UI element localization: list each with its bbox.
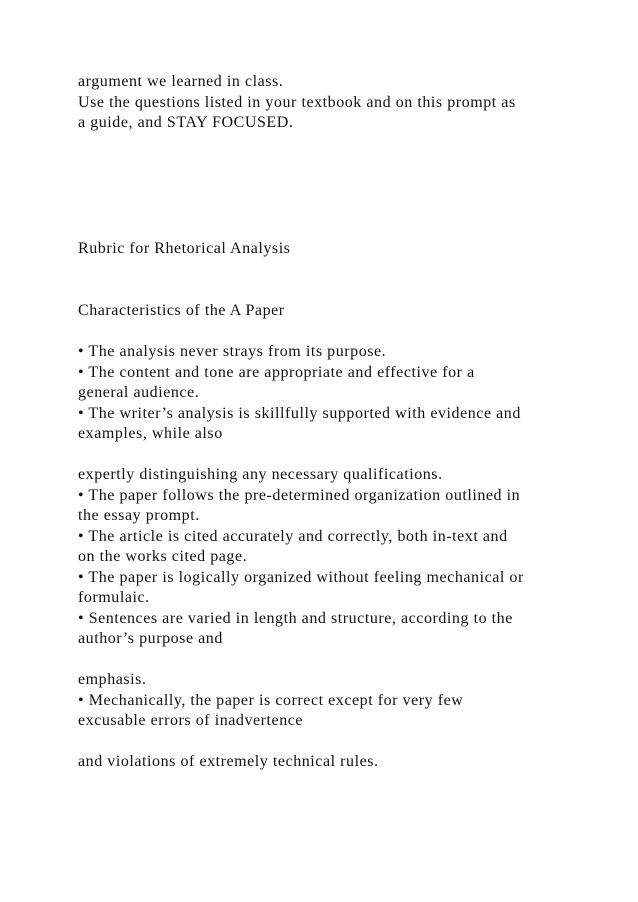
rubric-block-2: [78, 465, 598, 650]
rubric-line: emphasis.: [78, 671, 147, 688]
rubric-line: • The analysis never strays from its purpose.: [78, 343, 387, 360]
rubric-line: • The article is cited accurately and correctly, both in-text and: [78, 527, 508, 545]
rubric-line: the essay prompt.: [78, 507, 200, 524]
rubric-line: on the works cited page.: [78, 548, 248, 565]
rubric-line: general audience.: [78, 384, 200, 401]
rubric-line: expertly distinguishing any necessary qualifications.: [78, 466, 443, 483]
rubric-line: • Sentences are varied in length and structure, according to the: [78, 609, 513, 627]
rubric-line: and violations of extremely technical rules.: [78, 753, 379, 770]
intro-line: Use the questions listed in your textbook and on this prompt as: [78, 93, 516, 111]
rubric-line: • The paper follows the pre-determined organization outlined in: [78, 486, 521, 504]
rubric-title: Rubric for Rhetorical Analysis: [78, 240, 291, 257]
rubric-block-4: [78, 752, 598, 773]
rubric-line: author’s purpose and: [78, 630, 223, 647]
rubric-line: excusable errors of inadvertence: [78, 712, 304, 729]
rubric-line: • Mechanically, the paper is correct except for very few: [78, 691, 464, 709]
rubric-line: examples, while also: [78, 425, 223, 442]
rubric-line: • The content and tone are appropriate and effective for a: [78, 363, 475, 381]
rubric-line: • The writer’s analysis is skillfully supported with evidence and: [78, 404, 521, 422]
intro-line: argument we learned in class.: [78, 73, 284, 90]
rubric-block-1: [78, 342, 598, 445]
rubric-block-3: [78, 670, 598, 732]
rubric-line: formulaic.: [78, 589, 150, 606]
intro-line: a guide, and STAY FOCUSED.: [78, 114, 294, 131]
intro-paragraph: [78, 72, 598, 134]
rubric-line: • The paper is logically organized without feeling mechanical or: [78, 568, 524, 586]
section-title: Characteristics of the A Paper: [78, 302, 285, 319]
